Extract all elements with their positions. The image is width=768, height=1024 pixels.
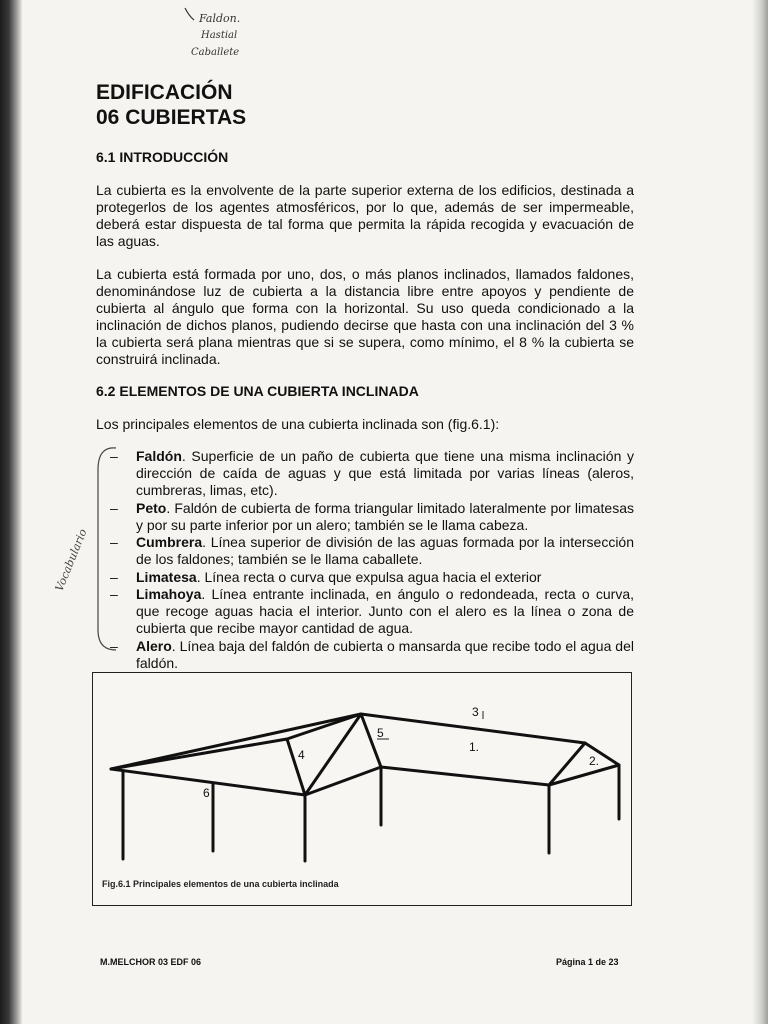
- handwritten-note: [183, 6, 283, 62]
- page-number: Página 1 de 23: [556, 957, 619, 967]
- roof-diagram: [93, 673, 631, 905]
- list-dash: –: [110, 534, 118, 550]
- handwritten-word-3: Caballete: [191, 47, 240, 58]
- figure-label-2: 2.: [589, 754, 600, 768]
- definition-alero: . Línea baja del faldón de cubierta o mansarda que recibe todo el agua del faldón.: [136, 637, 634, 671]
- footer-left: M.MELCHOR 03 EDF 06: [100, 957, 202, 967]
- list-item: [110, 586, 634, 637]
- figure-caption: Fig.6.1 Principales elementos de una cubierta inclinada: [102, 879, 339, 889]
- term-limatesa: Limatesa: [136, 568, 197, 585]
- definition-faldon: . Superficie de un paño de cubierta que tiene una misma inclinación y dirección de caída de aguas y que está limitada por varias líneas (aleros, cumbreras, limas, etc).: [136, 448, 634, 498]
- list-item: [110, 448, 634, 499]
- handwritten-word-2: Hastial: [201, 30, 238, 41]
- list-item: [110, 638, 634, 672]
- list-item: [110, 569, 634, 586]
- section-heading-introduccion: 6.1 INTRODUCCIÓN: [96, 149, 229, 165]
- elements-list: [110, 448, 634, 672]
- term-peto: Peto: [136, 499, 167, 516]
- roof-eave-left: [111, 767, 381, 795]
- roof-hip-left: [111, 714, 361, 769]
- term-cumbrera: Cumbrera: [136, 534, 203, 550]
- definition-cumbrera: . Línea superior de división de las aguas formada por la intersección de los faldones; también se le llama caballete.: [136, 534, 634, 567]
- title-line-2: 06 CUBIERTAS: [96, 106, 247, 129]
- definition-limahoya: . Línea entrante inclinada, en ángulo o redondeada, recta o curva, que recoge aguas hacia el interior. Junto con el alero es la línea o zona de cubierta que recibe mayor cantidad de agua.: [136, 586, 634, 636]
- intro-paragraph-1: La cubierta es la envolvente de la parte superior externa de los edificios, destinada a protegerlos de los agentes atmosféricos, por lo que, además de ser impermeable, deberá estar dispuesta de tal forma que permita la rápida recogida y evacuación de las aguas.: [96, 182, 634, 249]
- handwritten-bracket-annotation: [40, 440, 120, 660]
- figure-label-3: 3: [472, 705, 479, 719]
- roof-valley: [361, 714, 381, 767]
- binding-shadow: [0, 0, 22, 1024]
- figure-label-4: 4: [298, 748, 305, 762]
- list-dash: –: [110, 568, 118, 585]
- handwritten-word-1: Faldon.: [199, 12, 241, 25]
- list-item: [110, 500, 634, 534]
- list-dash: –: [110, 637, 118, 654]
- figure-label-5: 5: [377, 726, 384, 740]
- figure-label-6: 6: [203, 786, 210, 800]
- margin-note-vocabulario: Vocabulario: [52, 527, 90, 594]
- figure-label-1: 1.: [469, 740, 480, 754]
- document-title: [96, 80, 246, 130]
- roof-hip-inner: [111, 739, 287, 769]
- term-alero: Alero: [136, 637, 172, 654]
- list-item: [110, 534, 634, 568]
- elements-intro: Los principales elementos de una cubierta inclinada son (fig.6.1):: [96, 416, 500, 432]
- intro-paragraph-2: La cubierta está formada por uno, dos, o más planos inclinados, llamados faldones, denominándose luz de cubierta a la distancia libre entre apoyos y pendiente de cubierta al ángulo que forma con la horizontal. Su uso queda condicionado a la inclinación de dichos planos, pudiendo decirse que hasta con una inclinación del 3 % la cubierta será plana mientras que si se supera, como mínimo, el 8 % la cubierta se construirá inclinada.: [96, 266, 634, 367]
- figure-roof-elements: [92, 672, 632, 906]
- title-line-1: EDIFICACIÓN: [96, 81, 233, 104]
- term-limahoya: Limahoya: [136, 586, 202, 602]
- page-edge-shadow: [752, 0, 768, 1024]
- section-heading-elementos: 6.2 ELEMENTOS DE UNA CUBIERTA INCLINADA: [96, 383, 419, 399]
- roof-eave-right: [381, 765, 619, 785]
- roof-hip-right: [549, 743, 619, 785]
- definition-limatesa: . Línea recta o curva que expulsa agua hacia el exterior: [196, 568, 542, 585]
- list-dash: –: [110, 499, 118, 516]
- term-faldon: Faldón: [136, 448, 182, 464]
- definition-peto: . Faldón de cubierta de forma triangular limitado lateralmente por limatesas y por su parte inferior por un alero; también se le llama cabeza.: [136, 499, 634, 533]
- list-dash: –: [110, 448, 118, 464]
- list-dash: –: [110, 586, 118, 602]
